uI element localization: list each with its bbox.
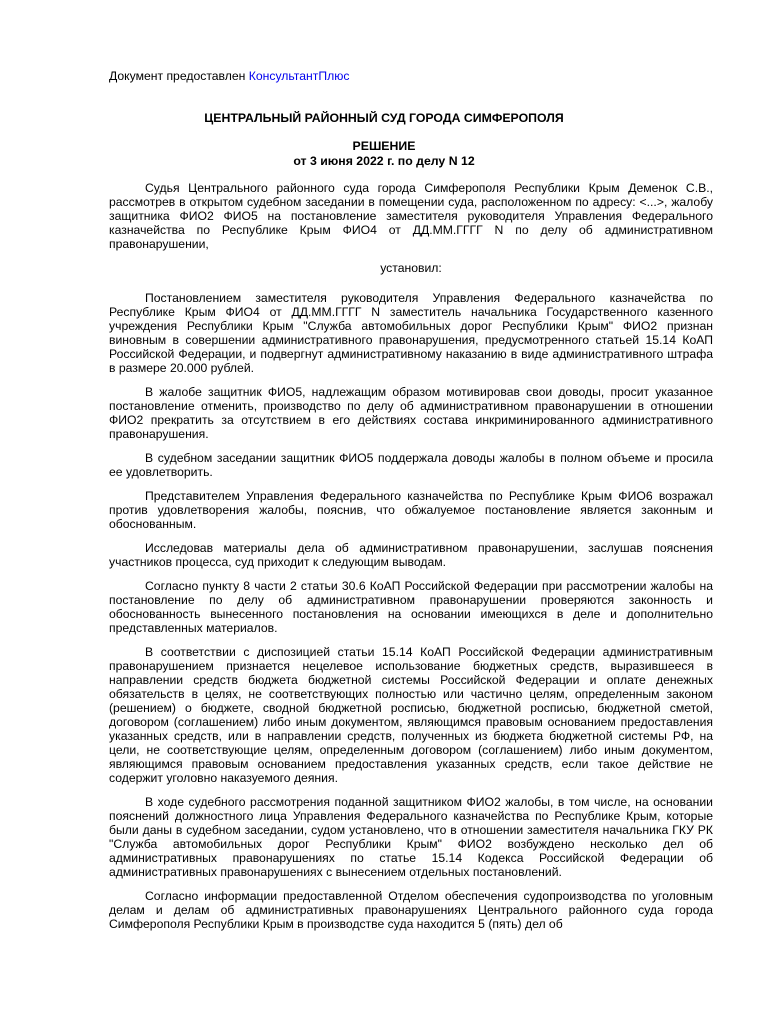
provided-by-text: Документ предоставлен — [109, 69, 249, 83]
body-paragraph: Исследовав материалы дела об административном правонарушении, заслушав пояснения участников процесса, суд приходит к следующим выводам. — [109, 541, 713, 569]
body-paragraph: Представителем Управления Федерального казначейства по Республике Крым ФИО6 возражал против удовлетворения жалобы, пояснив, что обжалуемое постановление является законным и обоснованным. — [109, 489, 713, 531]
court-title: ЦЕНТРАЛЬНЫЙ РАЙОННЫЙ СУД ГОРОДА СИМФЕРОПОЛЯ — [204, 111, 564, 125]
document-body — [109, 181, 713, 931]
document-source-line — [109, 69, 349, 83]
body-paragraph: В судебном заседании защитник ФИО5 поддержала доводы жалобы в полном объеме и просила ее удовлетворить. — [109, 451, 713, 479]
decision-date-line: от 3 июня 2022 г. по делу N 12 — [293, 154, 475, 168]
body-paragraph: В ходе судебного рассмотрения поданной защитником ФИО2 жалобы, в том числе, на основании пояснений должностного лица Управления Федерального казначейства по Республике Крым, которые были даны в судебном заседании, судом установлено, что в отношении заместителя начальника ГКУ РК "Служба автомобильных дорог Республики Крым" ФИО2 возбуждено несколько дел об административных правонарушениях по статье 15.14 Кодекса Российской Федерации об административных правонарушениях с вынесением отдельных постановлений. — [109, 795, 713, 879]
body-paragraph: Согласно информации предоставленной Отделом обеспечения судопроизводства по уголовным делам и делам об административных правонарушениях Центрального районного суда города Симферополя Республики Крым в производстве суда находится 5 (пять) дел об — [109, 889, 713, 931]
established-heading: установил: — [380, 261, 442, 275]
body-paragraph: Постановлением заместителя руководителя Управления Федерального казначейства по Республике Крым ФИО4 от ДД.ММ.ГГГГ N заместитель начальника Государственного казенного учреждения Республики Крым "Служба автомобильных дорог Республики Крым" ФИО2 признан виновным в совершении административного правонарушения, предусмотренного статьей 15.14 КоАП Российской Федерации, и подвергнут административному наказанию в виде административного штрафа в размере 20.000 рублей. — [109, 291, 713, 375]
decision-title: РЕШЕНИЕ — [352, 139, 416, 153]
intro-paragraph: Судья Центрального районного суда города Симферополя Республики Крым Деменок С.В., рассмотрев в открытом судебном заседании в помещении суда, расположенном по адресу: <...>, жалобу защитника ФИО2 ФИО5 на постановление заместителя руководителя Управления Федерального казначейства по Республике Крым ФИО4 от ДД.ММ.ГГГГ N по делу об административном правонарушении, — [109, 181, 713, 251]
consultantplus-link[interactable]: КонсультантПлюс — [248, 69, 350, 83]
body-paragraph: Согласно пункту 8 части 2 статьи 30.6 КоАП Российской Федерации при рассмотрении жалобы на постановление по делу об административном правонарушении проверяются законность и обоснованность вынесенного постановления на основании имеющихся в деле и дополнительно представленных материалов. — [109, 579, 713, 635]
body-paragraph: В жалобе защитник ФИО5, надлежащим образом мотивировав свои доводы, просит указанное постановление отменить, производство по делу об административном правонарушении в отношении ФИО2 прекратить за отсутствием в его действиях состава инкриминированного административного правонарушения. — [109, 385, 713, 441]
body-paragraph: В соответствии с диспозицией статьи 15.14 КоАП Российской Федерации административным правонарушением признается нецелевое использование бюджетных средств, выразившееся в направлении средств бюджета бюджетной системы Российской Федерации и оплате денежных обязательств в целях, не соответствующих полностью или частично целям, определенным законом (решением) о бюджете, сводной бюджетной росписью, бюджетной росписью, бюджетной сметой, договором (соглашением) либо иным документом, являющимся правовым основанием предоставления указанных средств, или в направлении средств, полученных из бюджета бюджетной системы РФ, на цели, не соответствующие целям, определенным договором (соглашением) либо иным документом, являющимся правовым основанием предоставления указанных средств, если такое действие не содержит уголовно наказуемого деяния. — [109, 645, 713, 785]
